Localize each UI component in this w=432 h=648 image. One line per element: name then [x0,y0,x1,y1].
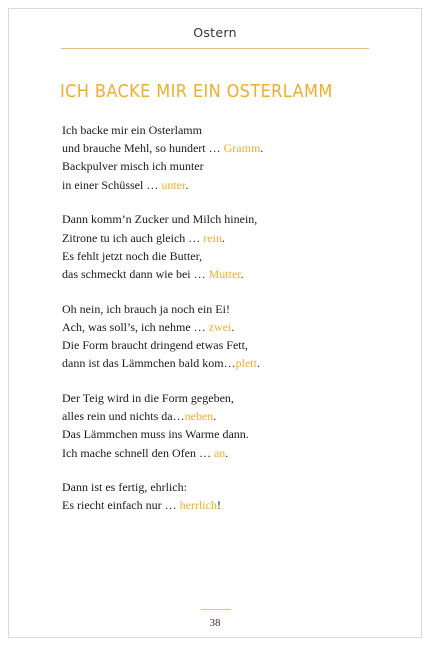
page-number: 38 [209,617,221,629]
poem-line [62,265,392,283]
line-text: Dann ist es fertig, ehrlich: [62,480,187,495]
poem-line [62,176,392,194]
poem-line [62,300,392,318]
line-text: dann ist das Lämmchen bald kom… [62,356,236,371]
poem-line [62,496,392,514]
line-text: das schmeckt dann wie bei … [62,266,209,281]
stanza [62,478,392,514]
poem-line [62,157,392,175]
line-text: Ich mache schnell den Ofen … [62,445,214,460]
line-text: Ich backe mir ein Osterlamm [62,123,202,137]
poem-line [62,425,392,443]
stanza [62,389,392,462]
line-text: Es riecht einfach nur … [62,498,180,513]
poem-line [62,121,392,139]
line-text: Ach, was soll’s, ich nehme … [62,319,209,334]
poem-line [62,478,392,496]
line-text: Backpulver misch ich munter [62,159,204,174]
stanza [62,300,392,373]
rhyme-word: herrlich [179,498,217,513]
poem-title: ICH BACKE MIR EIN OSTERLAMM [60,81,333,102]
rhyme-word: rein [203,230,222,245]
line-punctuation: . [213,409,217,424]
line-text: Dann komm’n Zucker und Milch hinein, [62,212,258,227]
rhyme-word: zwei [208,319,232,334]
poem-line [62,139,392,157]
section-header: Ostern [193,25,237,40]
poem-line [62,354,392,372]
poem-line [62,336,392,354]
rhyme-word: unter [161,177,186,192]
rhyme-word: Mutter [208,266,241,281]
line-text: Der Teig wird in die Form gegeben, [62,390,234,405]
header-divider [61,48,369,49]
line-punctuation: . [260,141,264,156]
line-punctuation: . [225,445,229,460]
rhyme-word: an [213,445,226,460]
line-text: Zitrone tu ich auch gleich … [62,230,204,245]
rhyme-word: Gramm [223,141,261,156]
poem-line [62,318,392,336]
line-text: in einer Schüssel … [62,177,162,192]
line-punctuation: . [231,319,235,334]
line-punctuation: . [221,230,225,245]
line-punctuation: . [240,266,244,281]
poem-line [62,389,392,407]
poem-line [62,407,392,425]
rhyme-word: plett [235,356,257,371]
rhyme-word: neben [184,409,214,424]
stanza [62,121,392,194]
line-punctuation: ! [216,498,221,513]
line-text: Es fehlt jetzt noch die Butter, [62,248,203,263]
line-text: und brauche Mehl, so hundert … [62,141,224,156]
footer-divider [201,609,231,610]
line-text: Oh nein, ich brauch ja noch ein Ei! [62,301,230,316]
line-punctuation: . [256,356,260,371]
line-text: Die Form braucht dringend etwas Fett, [62,338,248,353]
book-page [8,8,422,638]
poem-line [62,229,392,247]
poem-line [62,444,392,462]
stanza [62,210,392,283]
poem-body [62,121,392,531]
line-text: Das Lämmchen muss ins Warme dann. [62,427,249,442]
poem-line [62,210,392,228]
line-text: alles rein und nichts da… [62,409,185,424]
line-punctuation: . [185,177,189,192]
poem-line [62,247,392,265]
